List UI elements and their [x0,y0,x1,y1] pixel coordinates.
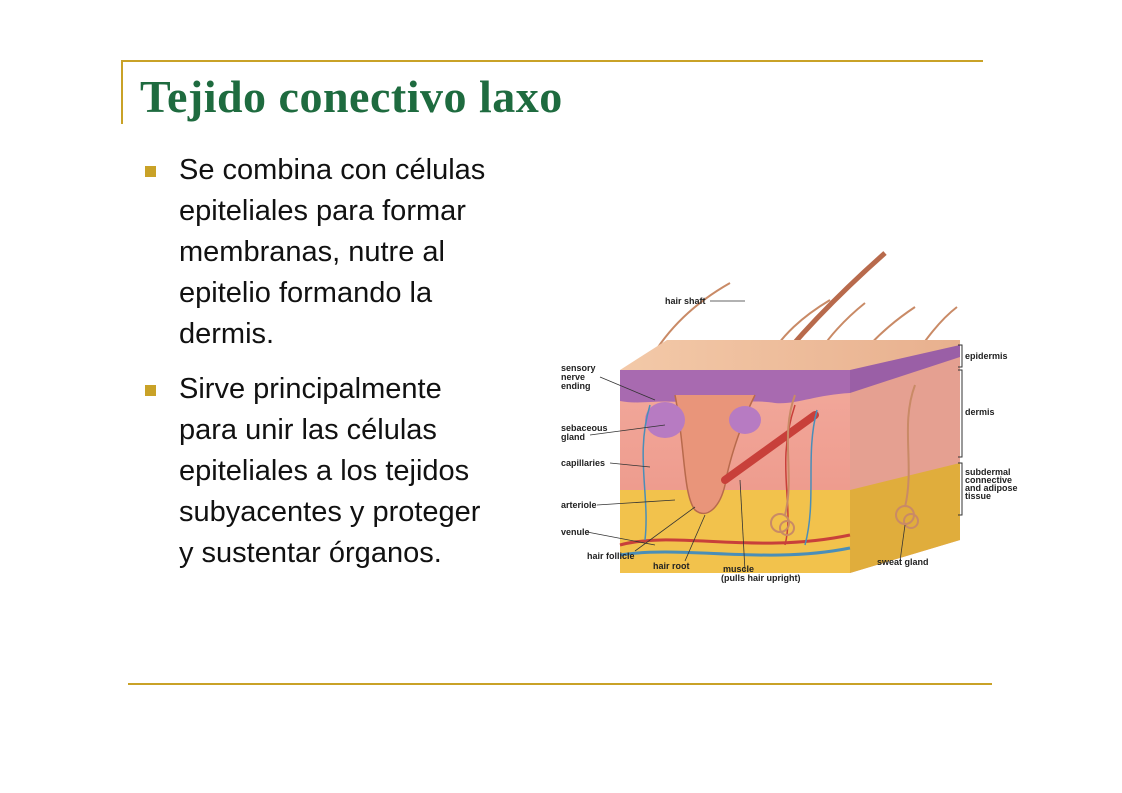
bullet-line: Sirve principalmente [179,373,442,405]
label-subdermal: tissue [965,491,992,501]
left-rule [121,60,123,124]
bullet-line: membranas, nutre al [179,236,445,268]
label-sensory: sensory [561,363,596,373]
bullet-line: subyacentes y proteger [179,496,481,528]
label-venule: venule [561,527,590,537]
label-subdermal: and adipose [965,483,1018,493]
bullet-square-icon [145,166,156,177]
label-sensory: ending [561,381,591,391]
bullet-list [145,150,545,588]
label-sebaceous: sebaceous [561,423,608,433]
label-hair-follicle: hair follicle [587,551,635,561]
label-subdermal: connective [965,475,1013,485]
label-arteriole: arteriole [561,500,597,510]
label-muscle: (pulls hair upright) [721,573,801,583]
label-sebaceous: gland [561,432,585,442]
label-capillaries: capillaries [561,458,606,468]
label-subdermal: subdermal [965,467,1011,477]
label-muscle: muscle [723,564,755,574]
bullet-line: epiteliales para formar [179,195,466,227]
label-epidermis: epidermis [965,351,1008,361]
sebaceous-gland [645,402,685,438]
label-hair-shaft: hair shaft [665,296,706,306]
slide-title: Tejido conectivo laxo [140,71,563,122]
label-sensory: nerve [561,372,586,382]
bullet-line: para unir las células [179,414,437,446]
label-dermis: dermis [965,407,995,417]
label-hair-root: hair root [653,561,690,571]
bullet-line: y sustentar órganos. [179,537,442,569]
bullet-line: Se combina con células [179,154,486,186]
bottom-rule [128,683,992,685]
bullet-line: epitelio formando la [179,277,433,309]
bullet-item [145,369,545,574]
bullet-square-icon [145,385,156,396]
bullet-line: dermis. [179,318,275,350]
top-rule [121,60,983,62]
bullet-line: epiteliales a los tejidos [179,455,470,487]
skin-diagram [555,245,1045,590]
label-sweat-gland: sweat gland [877,557,929,567]
bullet-item [145,150,545,355]
